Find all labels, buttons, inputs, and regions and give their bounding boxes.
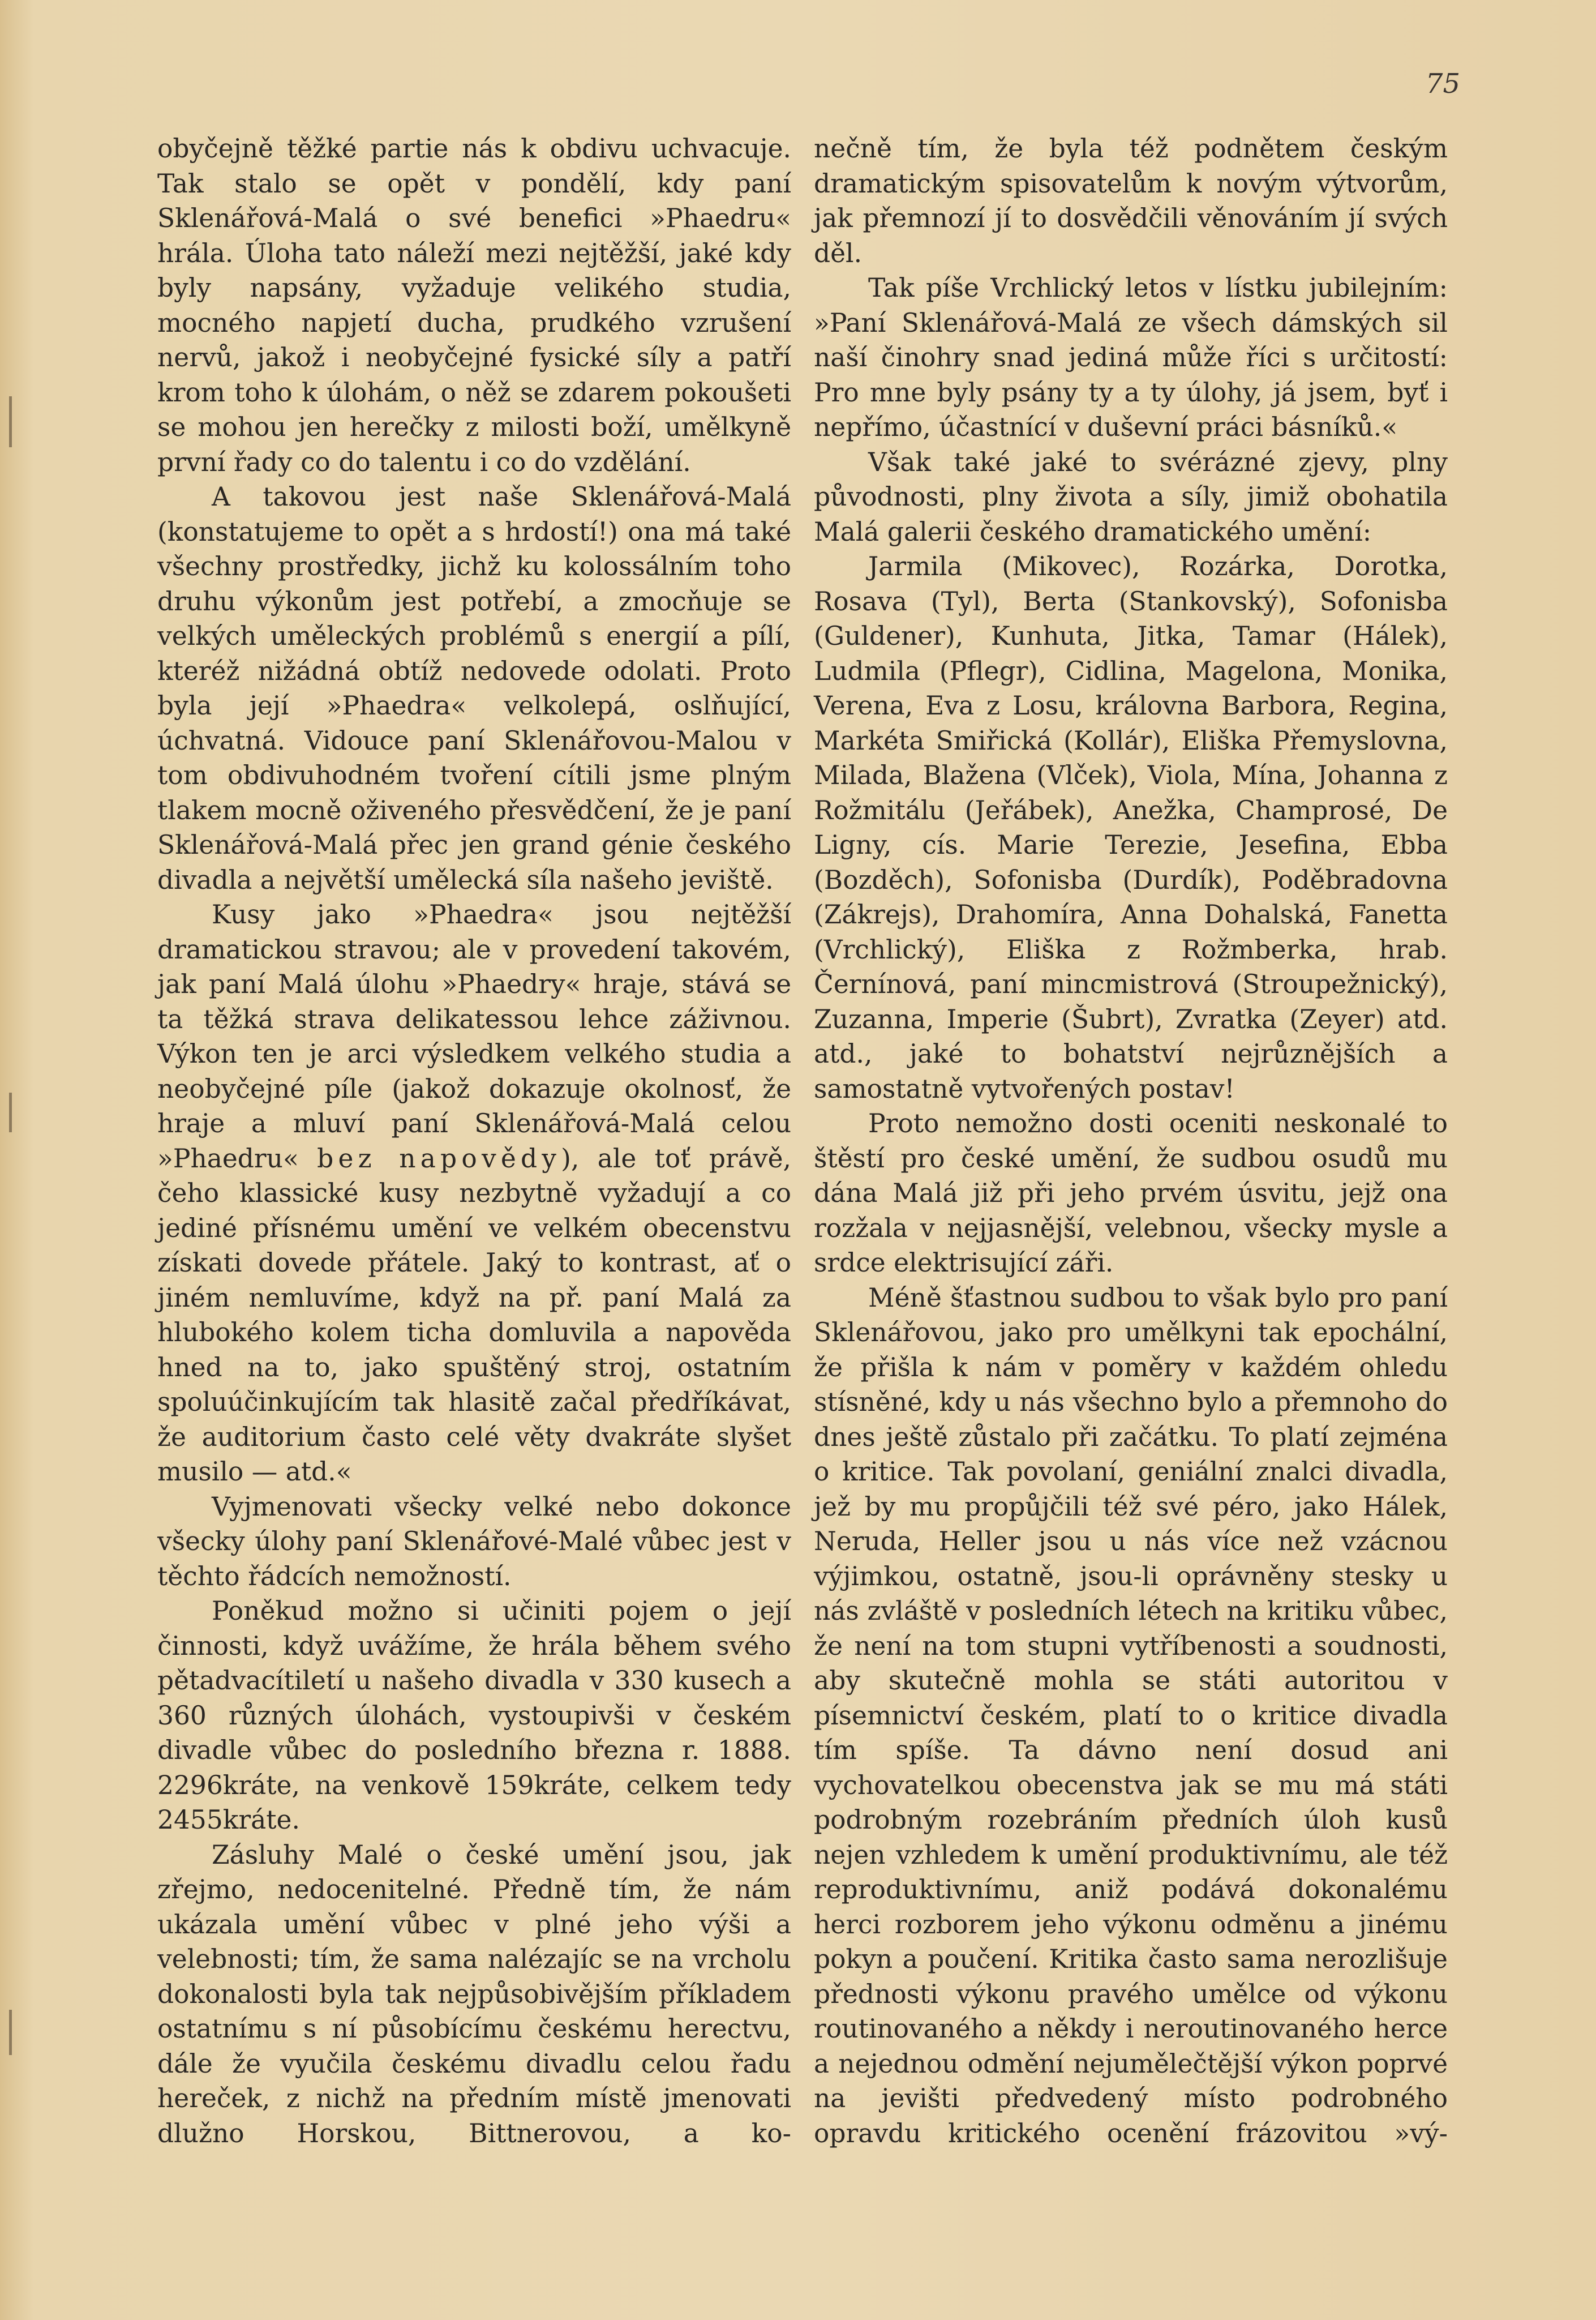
paragraph: Poněkud možno si učiniti pojem o její činnosti, když uvážíme, že hrála během svého pětadvacítiletí u našeho divadla v 330 kusech a 360 různých úlohách, vystoupivši v českém divadle vůbec do posledního března r. 1888. 2296kráte, na venkově 159kráte, celkem tedy 2455kráte. (157, 1596, 791, 1835)
paragraph-text: Kusy jako »Phaedra« jsou nejtěžší dramatickou stravou; ale v provedení takovém, jak paní Malá úlohu »Phaedry« hraje, stává se ta těžká strava delikatessou lehce záživnou. Výkon ten je arci výsledkem velkého studia a neobyčejné píle (jakož dokazuje okolnosť, že hraje a mluví paní Sklenářová-Malá celou »Phaedru« (157, 900, 791, 1174)
paragraph (157, 897, 791, 1489)
paragraph: Proto nemožno dosti oceniti neskonalé to štěstí pro české umění, že sudbou osudů mu dána Malá již při jeho prvém úsvitu, jejž ona rozžala v nejjasnější, velebnou, všecky mysle a srdce elektrisující záři. (814, 1108, 1448, 1278)
paragraph: Jarmila (Mikovec), Rozárka, Dorotka, Rosava (Tyl), Berta (Stankovský), Sofonisba (Guldener), Kunhuta, Jitka, Tamar (Hálek), Ludmila (Pflegr), Cidlina, Magelona, Monika, Verena, Eva z Losu, královna Barbora, Regina, Markéta Smiřická (Kollár), Eliška Přemyslovna, Milada, Blažena (Vlček), Viola, Mína, Johanna z Rožmitálu (Jeřábek), Anežka, Champrosé, De Ligny, cís. Marie Terezie, Jesefina, Ebba (Bozděch), Sofonisba (Durdík), Poděbradovna (Zákrejs), Drahomíra, Anna Dohalská, Fanetta (Vrchlický), Eliška z Rožmberka, hrab. Černínová, paní mincmistrová (Stroupežnický), Zuzanna, Imperie (Šubrt), Zvratka (Zeyer) atd. atd., jaké to bohatství nejrůznějších a samostatně vytvořených postav! (814, 551, 1448, 1104)
binding-edge-mark (9, 2010, 12, 2055)
paragraph: nečně tím, že byla též podnětem českým dramatickým spisovatelům k novým výtvorům, jak přemnozí jí to dosvědčili věnováním jí svých děl. (814, 134, 1448, 268)
paragraph: Vyjmenovati všecky velké nebo dokonce všecky úlohy paní Sklenářové-Malé vůbec jest v těchto řádcích nemožností. (157, 1491, 791, 1591)
binding-edge-mark (9, 1093, 12, 1132)
paragraph: obyčejně těžké partie nás k obdivu uchvacuje. Tak stalo se opět v pondělí, kdy paní Sklenářová-Malá o své benefici »Phaedru« hrála. Úloha tato náleží mezi nejtěžší, jaké kdy byly napsány, vyžaduje velikého studia, mocného napjetí ducha, prudkého vzrušení nervů, jakož i neobyčejné fysické síly a patří krom toho k úlohám, o něž se zdarem pokoušeti se mohou jen herečky z milosti boží, umělkyně první řady co do talentu i co do vzdělání. (157, 134, 791, 477)
paragraph: Méně šťastnou sudbou to však bylo pro paní Sklenářovou, jako pro umělkyni tak epochální, že přišla k nám v poměry v každém ohledu stísněné, kdy u nás všechno bylo a přemnoho do dnes ještě zůstalo při začátku. To platí zejména o kritice. Tak povolaní, geniální znalci divadla, jež by mu propůjčili též své péro, jako Hálek, Neruda, Heller jsou u nás více než vzácnou výjimkou, ostatně, jsou-li oprávněny stesky u nás zvláště v posledních létech na kritiku vůbec, že není na tom stupni vytříbenosti a soudnosti, aby skutečně mohla se státi autoritou v písemnictví českém, platí to o kritice divadla tím spíše. Ta dávno není dosud ani vychovatelkou obecenstva jak se mu má státi podrobným rozebráním předních úloh kusů nejen vzhledem k umění produktivnímu, ale též reproduktivnímu, aniž podává dokonalému herci rozborem jeho výkonu odměnu a jinému pokyn a poučení. Kritika často sama nerozlišuje přednosti výkonu pravého umělce od výkonu routinovaného a někdy i neroutinovaného herce a nejednou odmění nejumělečtější výkon poprvé na jevišti předvedený místo podrobného opravdu kritického ocenění frázovitou »vý- (814, 1282, 1448, 2148)
paragraph-text: A takovou jest naše Sklenářová-Malá (konstatujeme to opět a s hrdostí!) ona má také všechny prostředky, jichž ku kolossálním toho druhu výkonům jest potřebí, a zmocňuje se velkých uměleckých problémů s energií a pílí, kteréž nižádná obtíž nedovede odolati. Proto byla její »Phaedra« velkolepá, oslňující, úchvatná. Vidouce paní Sklenářovou-Malou v tom obdivuhodném tvoření cítili jsme plným tlakem mocně oživeného přesvědčení, že je paní Sklenářová-Malá přec jen grand génie českého divadla a největší umělecká síla našeho jeviště. (157, 482, 791, 895)
binding-edge-mark (9, 396, 12, 447)
paragraph: Zásluhy Malé o české umění jsou, jak zřejmo, nedocenitelné. Předně tím, že nám ukázala umění vůbec v plné jeho výši a velebnosti; tím, že sama nalézajíc se na vrcholu dokonalosti byla tak nejpůsobivějším příkladem ostatnímu s ní působícímu českému herectvu, dále že vyučila českému divadlu celou řadu hereček, z nichž na předním místě jmenovati dlužno Horskou, Bittnerovou, a ko- (157, 1839, 791, 2148)
paragraph: Však také jaké to svérázné zjevy, plny původnosti, plny života a síly, jimiž obohatila Malá galerii českého dramatického umění: (814, 447, 1448, 547)
paragraph: Tak píše Vrchlický letos v lístku jubilejním: »Paní Sklenářová-Malá ze všech dámských sil naší činohry snad jediná může říci s určitostí: Pro mne byly psány ty a ty úlohy, já jsem, byť i nepřímo, účastnící v duševní práci básníků.« (814, 273, 1448, 442)
left-column (157, 131, 791, 2151)
emphasized-text: bez napovědy (317, 1143, 561, 1174)
right-column (814, 131, 1448, 2151)
page-number: 75 (1425, 68, 1460, 100)
paragraph-text: ), ale toť právě, čeho klassické kusy nezbytně vyžadují a co jediné přísnému umění ve velkém obecenstvu získati dovede přátele. Jaký to kontrast, ať o jiném nemluvíme, když na př. paní Malá za hlubokého kolem ticha domluvila a napověda hned na to, jako spuštěný stroj, ostatním spoluúčinkujícím tak hlasitě začal předříkávat, že auditorium často celé věty dvakráte slyšet musilo — atd.« (157, 1143, 791, 1487)
paragraph (157, 480, 791, 897)
